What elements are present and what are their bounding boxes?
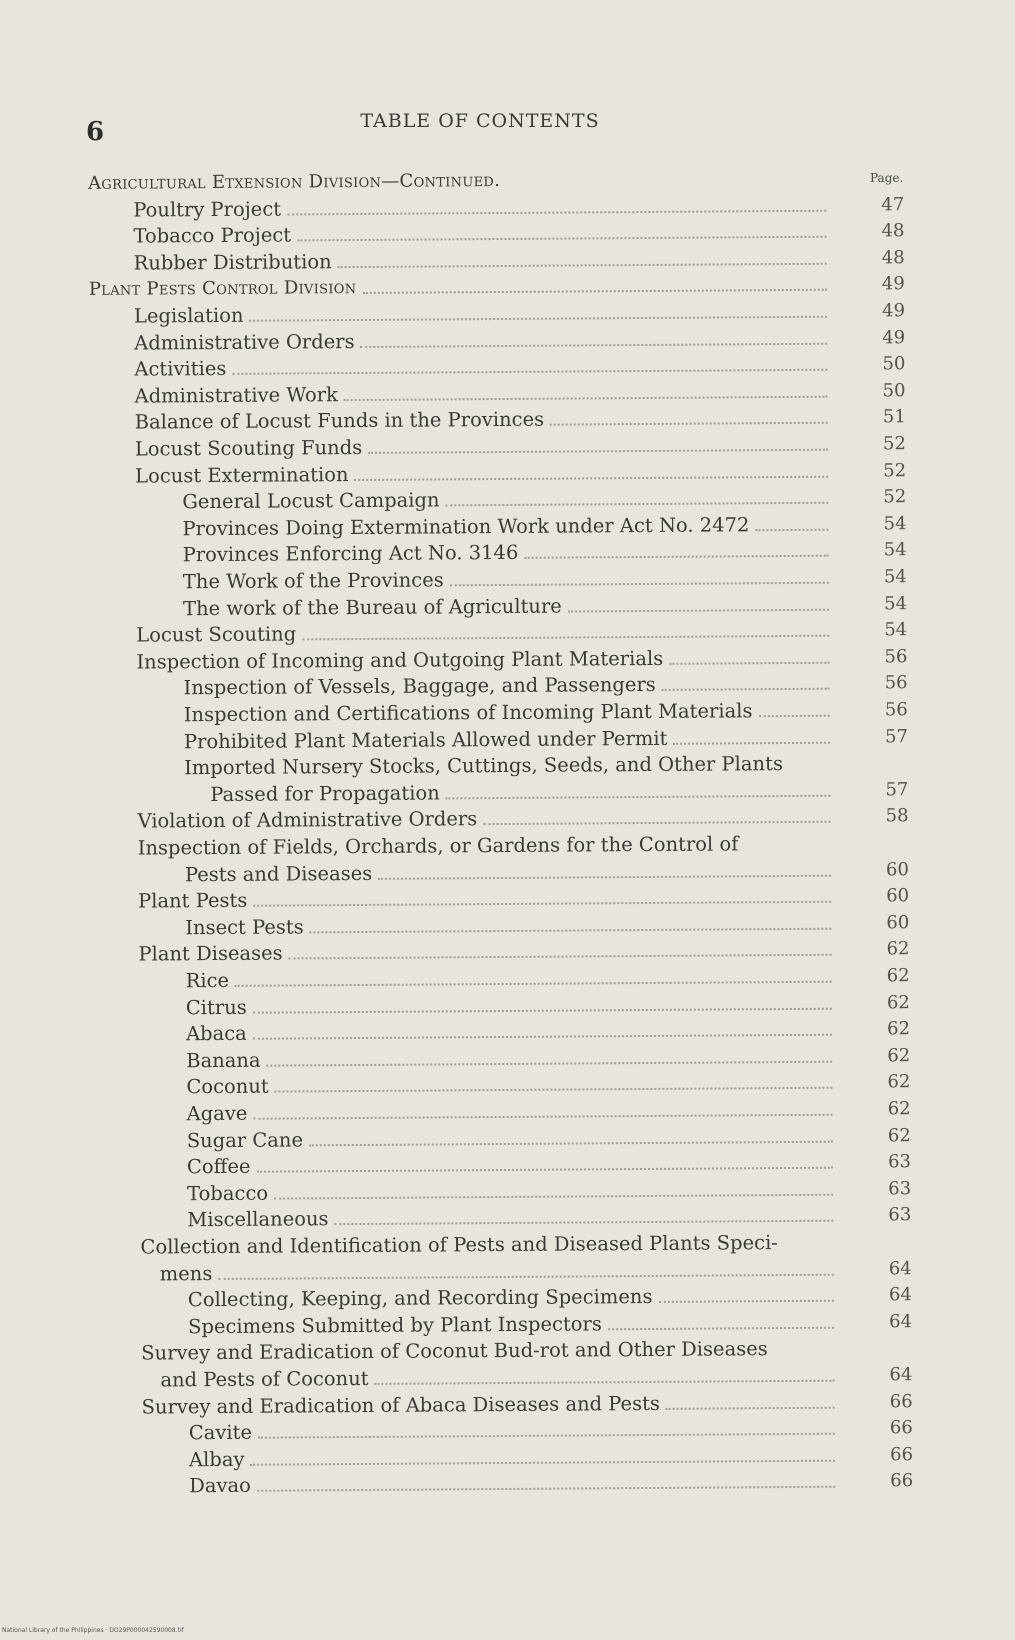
toc-entry-page: 63	[887, 1151, 912, 1173]
toc-entry-page: 66	[889, 1443, 914, 1466]
toc-entry-page: 50	[882, 379, 906, 402]
dot-leader	[662, 688, 830, 691]
toc-entry-page: 56	[884, 672, 908, 694]
dot-leader	[344, 396, 828, 401]
dot-leader	[309, 928, 831, 934]
toc-entry-page: 50	[882, 353, 906, 375]
dot-leader	[253, 901, 831, 907]
dot-leader	[550, 422, 828, 426]
toc-entry-title: Locust Scouting	[136, 622, 297, 647]
toc-entry-title: Inspection of Vessels, Baggage, and Passengers	[183, 673, 656, 700]
toc-entry-title: Passed for Propagation	[210, 781, 440, 806]
toc-entry-page: 58	[885, 805, 909, 827]
toc-entry-title: Coconut	[186, 1075, 269, 1099]
toc-entry-page: 63	[888, 1204, 912, 1226]
toc-entry-title: Survey and Eradication of Abaca Diseases and Pests	[141, 1391, 660, 1419]
dot-leader	[250, 1459, 835, 1465]
toc-entry-title: Prohibited Plant Materials Allowed under Permit	[183, 726, 668, 753]
toc-entry-title: Rubber Distribution	[133, 249, 332, 275]
toc-entry-title: Agricultural Etxension Division—Continued.	[88, 169, 501, 194]
toc-entry-title: Administrative Work	[134, 382, 338, 408]
toc-entry-page: 64	[889, 1364, 913, 1386]
toc-entry-title: Administrative Orders	[134, 329, 355, 355]
toc-entry-title: Sugar Cane	[186, 1127, 304, 1152]
dot-leader	[302, 635, 829, 641]
toc-entry-page: 60	[886, 911, 910, 934]
toc-entry-page: 60	[885, 858, 909, 880]
dot-leader	[338, 263, 827, 268]
dot-leader	[235, 981, 832, 987]
toc-entry-page: 66	[890, 1470, 914, 1492]
dot-leader	[445, 502, 828, 507]
toc-entry-title: Albay	[188, 1447, 245, 1471]
toc-entry-title: Citrus	[185, 995, 247, 1019]
toc-entry-page: 54	[883, 512, 907, 535]
scan-source-footer: National Library of the Philippines · DO29P000042590008.tif	[2, 1627, 184, 1634]
toc-entry-title: Miscellaneous	[187, 1207, 329, 1232]
dot-leader	[445, 795, 830, 800]
dot-leader	[253, 1007, 832, 1013]
dot-leader	[249, 316, 827, 322]
toc-entry-page: 62	[886, 991, 910, 1013]
toc-entry-page: 52	[883, 486, 907, 508]
toc-entry-page: 54	[883, 539, 907, 561]
toc-entry-page: 56	[884, 699, 908, 721]
dot-leader	[669, 662, 829, 665]
toc-entry-title: Davao	[189, 1474, 251, 1498]
toc-entry-page: 52	[882, 433, 906, 455]
toc-entry-page: 62	[887, 1018, 911, 1040]
toc-entry-title: Provinces Enforcing Act No. 3146	[182, 541, 519, 567]
toc-entry-title: Plant Diseases	[138, 941, 283, 966]
dot-leader	[254, 1114, 833, 1120]
dot-leader	[673, 741, 830, 744]
toc-entry-title: Legislation	[133, 303, 244, 328]
dot-leader	[525, 555, 829, 559]
toc-entry-title: Inspection and Certifications of Incoming Plant Materials	[183, 699, 753, 727]
dot-leader	[258, 1433, 835, 1439]
toc-entry-page: 57	[885, 778, 909, 801]
toc-entry-title: Tobacco Project	[133, 223, 292, 248]
dot-leader	[368, 449, 828, 454]
toc-entry-page: 52	[883, 459, 907, 481]
toc-entry-title: Tobacco	[187, 1181, 269, 1206]
toc-entry-title: Banana	[186, 1048, 261, 1073]
toc-entry-page: 62	[887, 1071, 911, 1093]
toc-entry-page: 47	[881, 193, 905, 215]
toc-entry-title: The work of the Bureau of Agriculture	[182, 594, 562, 620]
toc-entry-title: Insect Pests	[185, 915, 304, 940]
toc-entry-title: Violation of Administrative Orders	[137, 807, 478, 833]
dot-leader	[309, 1140, 833, 1146]
dot-leader	[759, 715, 830, 717]
toc-entry-page: 62	[886, 938, 910, 960]
toc-entry-title: Collecting, Keeping, and Recording Specimens	[187, 1285, 653, 1312]
dot-leader	[257, 1486, 835, 1492]
toc-entry-page: 54	[883, 566, 907, 588]
toc-entry-title: Specimens Submitted by Plant Inspectors	[187, 1312, 602, 1339]
toc-entry-title: Imported Nursery Stocks, Cuttings, Seeds, and Other Plants	[184, 752, 783, 780]
dot-leader	[363, 289, 827, 294]
toc-entry-title: General Locust Campaign	[182, 488, 440, 514]
dot-leader	[484, 821, 831, 825]
toc-entry-page: 51	[882, 406, 906, 428]
page-number: 6	[86, 117, 105, 147]
toc-entry-title: Rice	[185, 968, 230, 993]
toc-entry-title: Survey and Eradication of Coconut Bud-rot and Other Diseases	[141, 1337, 768, 1365]
dot-leader	[274, 1087, 832, 1093]
toc-entry-title: Activities	[134, 357, 227, 381]
dot-leader	[666, 1406, 835, 1409]
toc-entry-title: Cavite	[188, 1420, 253, 1445]
toc-entry-title: Agave	[186, 1101, 248, 1126]
dot-leader	[274, 1193, 833, 1199]
dot-leader	[257, 1167, 833, 1173]
dot-leader	[450, 582, 829, 587]
toc-entry-page: 48	[881, 246, 905, 269]
toc-entry-title: Collection and Identification of Pests and Diseased Plants Speci-	[140, 1231, 778, 1259]
toc-entry-title: mens	[159, 1261, 213, 1285]
toc-entry-title: Plant Pests Control Division	[88, 277, 357, 301]
dot-leader	[232, 369, 827, 375]
toc-entry-title: Inspection of Incoming and Outgoing Plant Materials	[136, 646, 664, 674]
toc-entry-title: Plant Pests	[138, 888, 248, 913]
toc-entry-page: 64	[888, 1257, 912, 1279]
page-column-label: Page.	[870, 171, 904, 185]
dot-leader	[360, 342, 827, 347]
toc-entry-title: Inspection of Fields, Orchards, or Gardens for the Control of	[137, 832, 739, 860]
dot-leader	[253, 1034, 832, 1040]
toc-entry-title: Coffee	[186, 1154, 251, 1179]
toc-entry-title: Locust Extermination	[135, 462, 349, 488]
toc-entry-title: and Pests of Coconut	[160, 1366, 369, 1392]
toc-entry-page: 49	[881, 273, 905, 295]
toc-entry-title: Balance of Locust Funds in the Provinces	[134, 408, 545, 434]
toc-entry-page: 62	[886, 965, 910, 987]
dot-leader	[287, 209, 826, 215]
toc-entry-page: 48	[881, 220, 905, 242]
toc-entry-title: Locust Scouting Funds	[134, 435, 363, 461]
dot-leader	[374, 1380, 834, 1385]
toc-entry-page: 63	[888, 1177, 912, 1200]
dot-leader	[219, 1273, 834, 1279]
toc-entry-page: 64	[888, 1284, 912, 1306]
dot-leader	[568, 608, 829, 612]
toc-entry-page: 62	[887, 1098, 911, 1120]
toc-entry-title: Abaca	[185, 1021, 247, 1046]
toc-entry-page: 49	[882, 326, 906, 348]
dot-leader	[288, 954, 831, 960]
toc-entry-page: 54	[884, 592, 908, 614]
toc-entry-page: 66	[889, 1390, 913, 1412]
dot-leader	[266, 1060, 832, 1066]
toc-entry-page: 49	[882, 300, 906, 322]
dot-leader	[334, 1220, 833, 1225]
toc-entry-page: 66	[889, 1417, 913, 1439]
running-title: TABLE OF CONTENTS	[360, 110, 600, 132]
toc-entry-page: 64	[889, 1310, 913, 1333]
toc-entry-title: Poultry Project	[133, 197, 282, 222]
dot-leader	[756, 529, 829, 532]
dot-leader	[659, 1300, 834, 1303]
dot-leader	[354, 475, 828, 480]
dot-leader	[297, 236, 826, 242]
toc-entry-page: 62	[887, 1124, 911, 1146]
toc-entry-page: 57	[884, 725, 909, 747]
toc-entry-title: Pests and Diseases	[184, 861, 373, 886]
toc-entry-page: 56	[884, 645, 908, 668]
toc-entry-title: Provinces Doing Extermination Work under Act No. 2472	[182, 513, 750, 541]
toc-entry-page: 60	[886, 885, 910, 907]
dot-leader	[378, 874, 831, 879]
toc-entry-page: 62	[887, 1044, 911, 1067]
dot-leader	[608, 1326, 834, 1330]
toc-entry-title: The Work of the Provinces	[182, 568, 444, 594]
toc-entry-page: 54	[884, 619, 908, 641]
